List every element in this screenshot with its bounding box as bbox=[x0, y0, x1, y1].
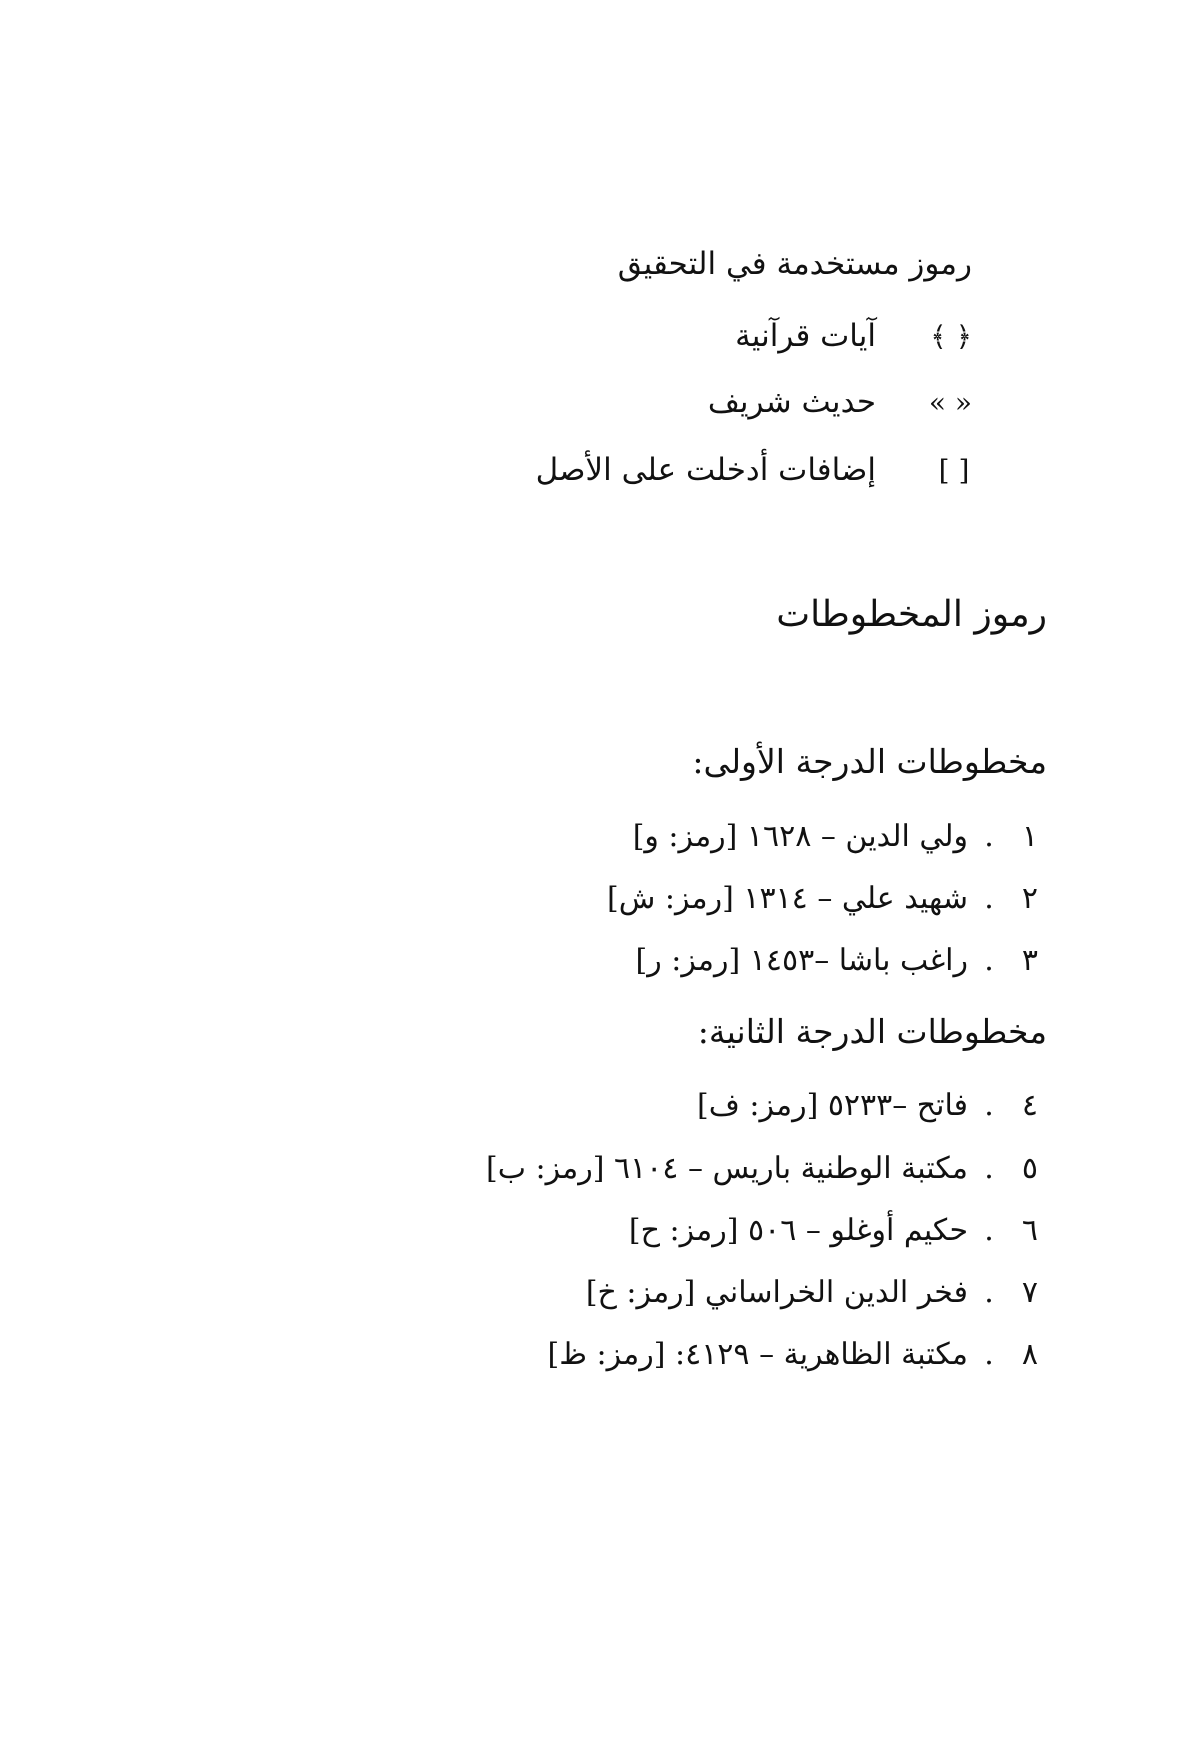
item-text: مكتبة الوطنية باريس – ٦١٠٤ [رمز: ب] bbox=[486, 1150, 968, 1186]
item-number: ٢ bbox=[1021, 880, 1038, 916]
square-brackets-symbol: [ ] bbox=[938, 453, 970, 487]
symbols-title: رموز مستخدمة في التحقيق bbox=[617, 246, 972, 282]
item-dot: . bbox=[984, 1087, 994, 1123]
item-dot: . bbox=[984, 818, 994, 854]
item-text: شهيد علي – ١٣١٤ [رمز: ش] bbox=[607, 880, 968, 916]
item-number: ٨ bbox=[1021, 1336, 1038, 1372]
manuscript-item bbox=[586, 1267, 1038, 1317]
symbol-description: إضافات أدخلت على الأصل bbox=[535, 452, 876, 488]
manuscripts-title: رموز المخطوطات bbox=[776, 594, 1047, 635]
item-number: ٤ bbox=[1021, 1087, 1038, 1123]
item-text: حكيم أوغلو – ٥٠٦ [رمز: ح] bbox=[628, 1212, 968, 1248]
manuscript-item bbox=[633, 811, 1038, 861]
item-dot: . bbox=[984, 880, 994, 916]
manuscript-item bbox=[486, 1143, 1038, 1193]
hadith-quotes-symbol: « » bbox=[928, 385, 972, 419]
symbol-row-additions bbox=[492, 446, 972, 494]
item-number: ١ bbox=[1021, 818, 1038, 854]
item-text: راغب باشا –١٤٥٣ [رمز: ر] bbox=[635, 942, 968, 978]
item-text: مكتبة الظاهرية – ٤١٢٩: [رمز: ظ] bbox=[547, 1336, 968, 1372]
item-number: ٣ bbox=[1021, 942, 1038, 978]
manuscript-item bbox=[548, 1329, 1038, 1379]
quran-brackets-symbol: ﴿ ﴾ bbox=[930, 319, 972, 353]
manuscript-item bbox=[697, 1080, 1038, 1130]
item-number: ٦ bbox=[1021, 1212, 1038, 1248]
manuscript-item bbox=[629, 1205, 1038, 1255]
item-text: فاتح –٥٢٣٣ [رمز: ف] bbox=[697, 1087, 968, 1123]
item-text: ولي الدين – ١٦٢٨ [رمز: و] bbox=[632, 818, 968, 854]
item-dot: . bbox=[984, 1274, 994, 1310]
symbol-description: آيات قرآنية bbox=[735, 318, 876, 354]
item-dot: . bbox=[984, 1212, 994, 1248]
item-number: ٧ bbox=[1021, 1274, 1038, 1310]
symbol-row-hadith bbox=[492, 378, 972, 426]
grade-two-heading: مخطوطات الدرجة الثانية: bbox=[697, 1012, 1047, 1051]
item-number: ٥ bbox=[1021, 1150, 1038, 1186]
item-dot: . bbox=[984, 1150, 994, 1186]
grade-one-heading: مخطوطات الدرجة الأولى: bbox=[692, 742, 1047, 781]
item-dot: . bbox=[984, 942, 994, 978]
manuscript-item bbox=[636, 935, 1038, 985]
symbol-row-quran bbox=[492, 312, 972, 360]
item-dot: . bbox=[984, 1336, 994, 1372]
item-text: فخر الدين الخراساني [رمز: خ] bbox=[585, 1274, 968, 1310]
manuscript-item bbox=[607, 873, 1038, 923]
symbol-description: حديث شريف bbox=[707, 384, 876, 420]
